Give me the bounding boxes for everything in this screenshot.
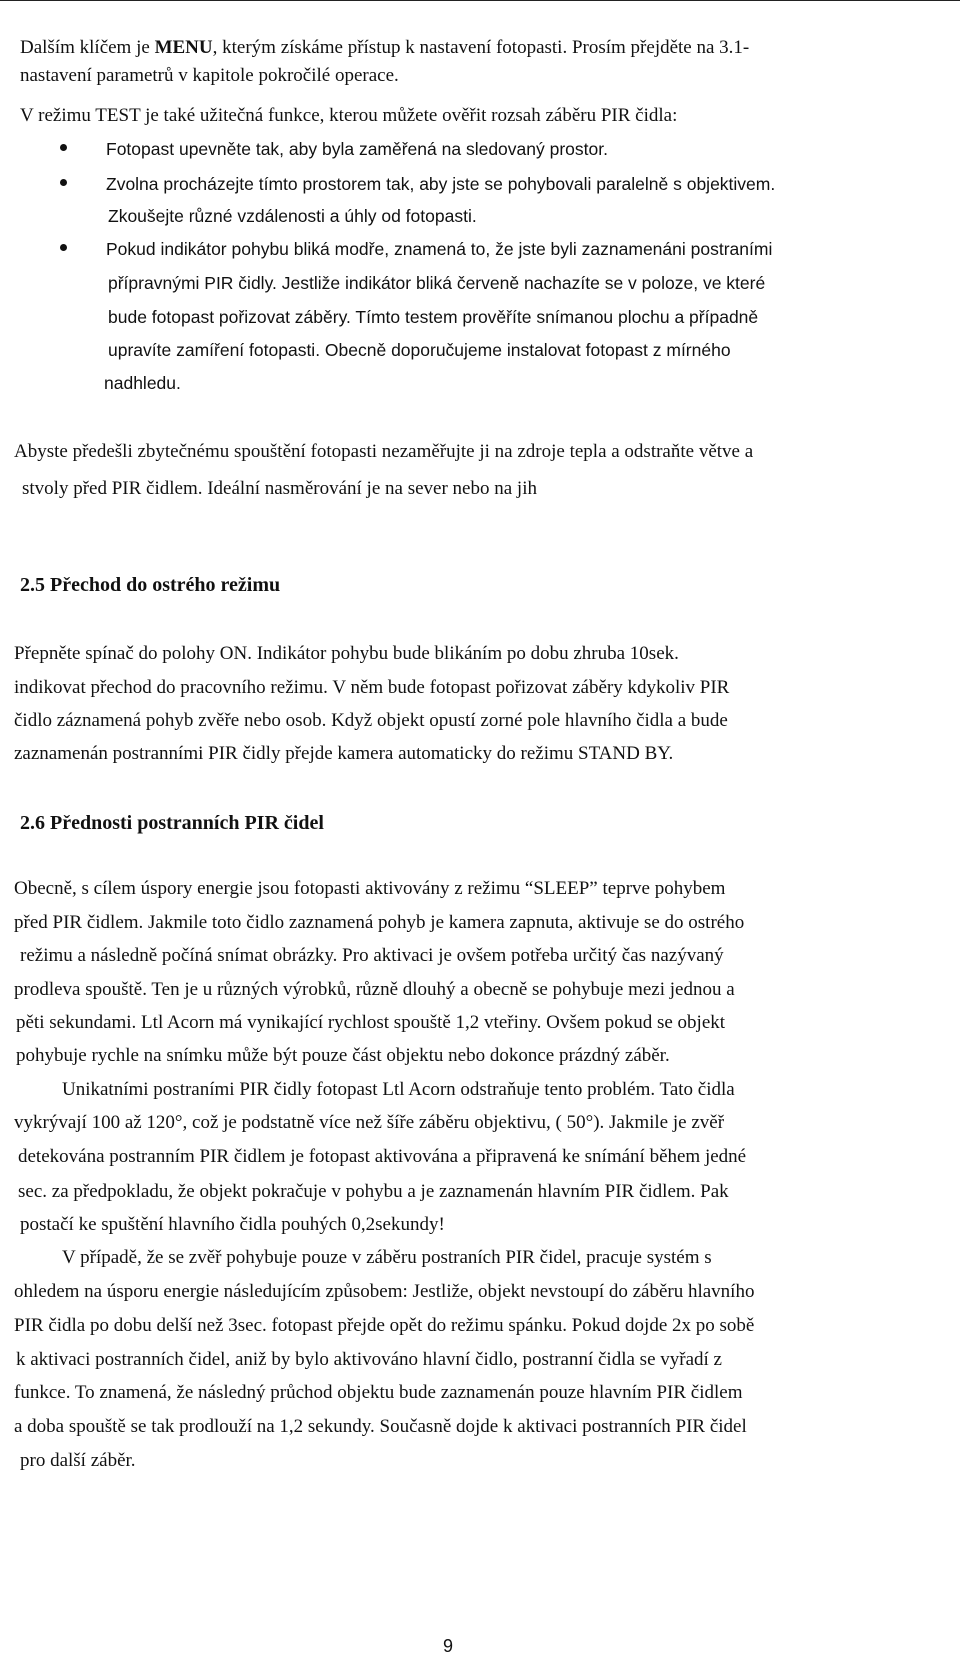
section-2-6-p3-line-5: funkce. To znamená, že následný průchod objektu bude zaznamenán pouze hlavním PIR čidlem [14, 1382, 743, 1403]
section-2-6-p1-line-4: prodleva spouště. Ten je u různých výrobků, různě dlouhý a obecně se pohybuje mezi jednou a [14, 979, 735, 1000]
bullet-3-line-1: Pokud indikátor pohybu bliká modře, znamená to, že jste byli zaznamenáni postraními [106, 239, 773, 259]
section-2-6-p2-line-2: vykrývají 100 až 120°, což je podstatně více než šíře záběru objektivu, ( 50°). Jakmile je zvěř [14, 1112, 725, 1133]
bullet-3-line-2: přípravnými PIR čidly. Jestliže indikátor bliká červeně nachazíte se v poloze, ve které [108, 273, 766, 293]
section-2-6-p1-line-6: pohybuje rychle na snímku může být pouze část objektu nebo dokonce prázdný záběr. [16, 1045, 670, 1066]
section-2-6-p2-line-3: detekována postranním PIR čidlem je fotopast aktivována a připravená ke snímání během jedné [18, 1146, 747, 1167]
menu-keyword: MENU [154, 37, 213, 58]
intro-text: Dalším klíčem je [20, 37, 155, 58]
bullet-2-line-2: Zkoušejte různé vzdálenosti a úhly od fotopasti. [108, 206, 477, 226]
bullet-dot [60, 144, 67, 151]
para2-line-1: Abyste předešli zbytečnému spouštění fotopasti nezaměřujte ji na zdroje tepla a odstraňte větve a [14, 441, 754, 462]
section-2-6-p2-line-1: Unikatními postraními PIR čidly fotopast Ltl Acorn odstraňuje tento problém. Tato čidla [62, 1079, 735, 1100]
section-heading-2-6: 2.6 Přednosti postranních PIR čidel [20, 812, 324, 834]
intro-line-1 [20, 36, 749, 60]
bullet-3-line-4: upravíte zamíření fotopasti. Obecně doporučujeme instalovat fotopast z mírného [108, 340, 731, 360]
page-number: 9 [443, 1636, 454, 1656]
bullet-3-line-3: bude fotopast pořizovat záběry. Tímto testem prověříte snímanou plochu a případně [108, 307, 759, 327]
section-heading-2-5: 2.5 Přechod do ostrého režimu [20, 574, 281, 596]
section-2-6-p1-line-5: pěti sekundami. Ltl Acorn má vynikající rychlost spouště 1,2 vteřiny. Ovšem pokud se objekt [16, 1012, 726, 1033]
bullet-3-line-5: nadhledu. [104, 373, 181, 393]
bullet-dot [60, 179, 67, 186]
section-2-5-line-2: indikovat přechod do pracovního režimu. V něm bude fotopast pořizovat záběry kdykoliv PIR [14, 677, 730, 698]
section-2-6-p3-line-3: PIR čidla po dobu delší než 3sec. fotopast přejde opět do režimu spánku. Pokud dojde 2x po sobě [14, 1315, 755, 1336]
section-2-6-p2-line-4: sec. za předpokladu, že objekt pokračuje v pohybu a je zaznamenán hlavním PIR čidlem. Pak [18, 1181, 729, 1202]
section-2-6-p3-line-2: ohledem na úsporu energie následujícím způsobem: Jestliže, objekt nevstoupí do záběru hlavního [14, 1281, 755, 1302]
section-2-5-line-4: zaznamenán postranními PIR čidly přejde kamera automaticky do režimu STAND BY. [14, 743, 674, 764]
bullet-dot [60, 244, 67, 251]
section-2-6-p1-line-1: Obecně, s cílem úspory energie jsou fotopasti aktivovány z režimu “SLEEP” teprve pohybem [14, 878, 726, 899]
intro-line-3: V režimu TEST je také užitečná funkce, kterou můžete ověřit rozsah záběru PIR čidla: [20, 105, 678, 126]
bullet-1-line-1: Fotopast upevněte tak, aby byla zaměřená na sledovaný prostor. [106, 139, 608, 159]
section-2-6-p3-line-4: k aktivaci postranních čidel, aniž by bylo aktivováno hlavní čidlo, postranní čidla se vyřadí z [16, 1349, 722, 1370]
bullet-2-line-1: Zvolna procházejte tímto prostorem tak, aby jste se pohybovali paralelně s objektivem. [106, 174, 776, 194]
intro-text: , kterým získáme přístup k nastavení fotopasti. Prosím přejděte na 3.1- [212, 37, 750, 58]
para2-line-2: stvoly před PIR čidlem. Ideální nasměrování je na sever nebo na jih [22, 478, 537, 499]
section-2-6-p3-line-6: a doba spouště se tak prodlouží na 1,2 sekundy. Současně dojde k aktivaci postranních PIR čidel [14, 1416, 747, 1437]
section-2-6-p1-line-3: režimu a následně počíná snímat obrázky. Pro aktivaci je ovšem potřeba určitý čas nazývaný [20, 945, 724, 966]
section-2-6-p2-line-5: postačí ke spuštění hlavního čidla pouhých 0,2sekundy! [20, 1214, 445, 1235]
section-2-5-line-3: čidlo záznamená pohyb zvěře nebo osob. Když objekt opustí zorné pole hlavního čidla a bude [14, 710, 728, 731]
section-2-6-p3-line-7: pro další záběr. [20, 1450, 136, 1471]
intro-line-2: nastavení parametrů v kapitole pokročilé operace. [20, 65, 399, 86]
section-2-6-p1-line-2: před PIR čidlem. Jakmile toto čidlo zaznamená pohyb je kamera zapnuta, aktivuje se do ostrého [14, 912, 745, 933]
section-2-6-p3-line-1: V případě, že se zvěř pohybuje pouze v záběru postraních PIR čidel, pracuje systém s [62, 1247, 712, 1268]
section-2-5-line-1: Přepněte spínač do polohy ON. Indikátor pohybu bude blikáním po dobu zhruba 10sek. [14, 643, 679, 664]
